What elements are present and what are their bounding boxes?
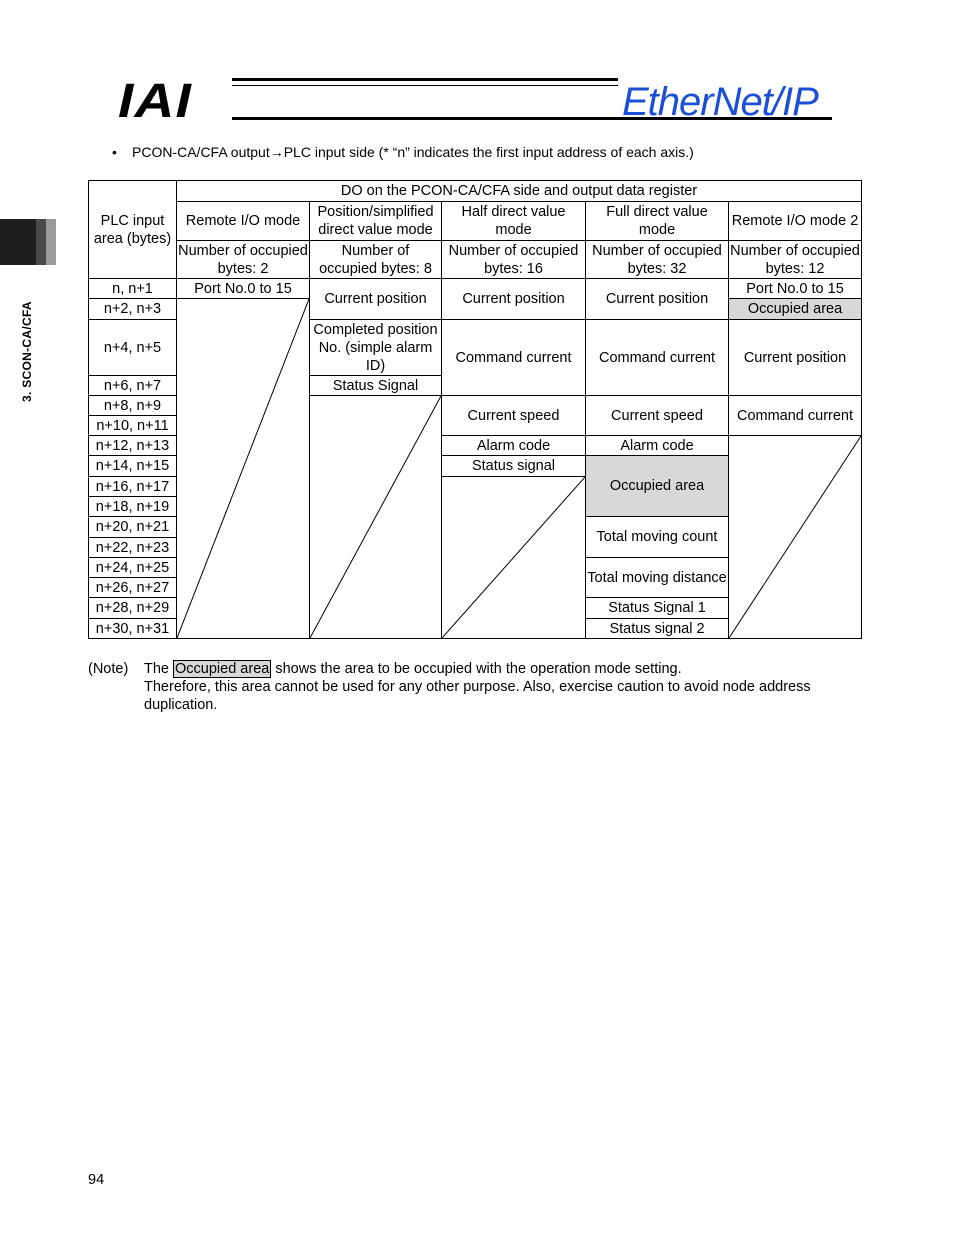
group-header: DO on the PCON-CA/CFA side and output data register xyxy=(177,181,862,202)
cell-half-unused xyxy=(442,477,586,639)
cell-full-current-speed: Current speed xyxy=(586,396,729,436)
ethernet-ip-logo: EtherNet/IP xyxy=(622,80,818,124)
mode-header: Full direct value mode xyxy=(586,202,729,241)
cell-full-alarm: Alarm code xyxy=(586,436,729,456)
mode-header: Remote I/O mode xyxy=(177,202,310,241)
row-address: n+12, n+13 xyxy=(89,436,177,456)
iai-logo: IAI xyxy=(118,75,192,128)
unused-diagonal xyxy=(177,299,309,638)
note xyxy=(88,660,868,720)
cell-half-status: Status signal xyxy=(442,456,586,477)
note-pre: The xyxy=(144,661,174,677)
row-address: n+16, n+17 xyxy=(89,477,177,497)
io-assignment-table xyxy=(88,180,862,639)
cell-rio2-occupied: Occupied area xyxy=(729,299,862,320)
cell-rio-port: Port No.0 to 15 xyxy=(177,279,310,299)
unused-diagonal xyxy=(310,396,441,638)
cell-pos-unused xyxy=(310,396,442,639)
cell-pos-status: Status Signal xyxy=(310,376,442,396)
mode-header: Half direct value mode xyxy=(442,202,586,241)
note-highlight: Occupied area xyxy=(175,661,270,677)
mode-header: Remote I/O mode 2 xyxy=(729,202,862,241)
cell-rio2-current-position: Current position xyxy=(729,320,862,396)
cell-pos-current-position: Current position xyxy=(310,279,442,320)
intro-text: PCON-CA/CFA output→PLC input side (* “n” indicates the first input address of each axis.) xyxy=(132,144,694,160)
row-address: n+6, n+7 xyxy=(89,376,177,396)
row-address: n+10, n+11 xyxy=(89,416,177,436)
cell-half-current-speed: Current speed xyxy=(442,396,586,436)
row-address: n+8, n+9 xyxy=(89,396,177,416)
unused-diagonal xyxy=(442,477,585,638)
cell-rio2-port: Port No.0 to 15 xyxy=(729,279,862,299)
cell-full-total-distance: Total moving distance xyxy=(586,558,729,598)
bytes-header: Number of occupied bytes: 8 xyxy=(310,241,442,279)
row-address: n+2, n+3 xyxy=(89,299,177,320)
row-address: n+20, n+21 xyxy=(89,517,177,538)
cell-rio2-unused xyxy=(729,436,862,639)
cell-half-command-current: Command current xyxy=(442,320,586,396)
bytes-header: Number of occupied bytes: 2 xyxy=(178,242,308,277)
row-address: n+26, n+27 xyxy=(89,578,177,598)
chapter-tab-light xyxy=(46,219,56,265)
chapter-tab-mid xyxy=(36,219,46,265)
note-post: shows the area to be occupied with the operation mode setting. xyxy=(271,661,682,677)
cell-rio2-command-current: Command current xyxy=(729,396,862,436)
cell-rio-unused xyxy=(177,299,310,639)
cell-full-total-count: Total moving count xyxy=(586,517,729,558)
unused-diagonal xyxy=(729,436,861,638)
page-number: 94 xyxy=(88,1172,105,1188)
row-address: n, n+1 xyxy=(89,279,177,299)
intro-bullet xyxy=(112,144,694,160)
cell-full-current-position: Current position xyxy=(586,279,729,320)
row-address: n+30, n+31 xyxy=(89,619,177,639)
mode-header: Position/simplified direct value mode xyxy=(310,202,442,241)
bullet-dot: • xyxy=(112,144,117,160)
bytes-header: Number of occupied bytes: 16 xyxy=(442,241,586,279)
cell-pos-completed: Completed position No. (simple alarm ID) xyxy=(310,320,442,376)
note-body xyxy=(144,660,864,714)
note-line-1 xyxy=(144,660,864,678)
chapter-label: 3. SCON-CA/CFA xyxy=(20,301,34,402)
row-address: n+28, n+29 xyxy=(89,598,177,619)
corner-header: PLC input area (bytes) xyxy=(89,181,177,279)
cell-full-status1: Status Signal 1 xyxy=(586,598,729,619)
cell-full-occupied: Occupied area xyxy=(586,456,729,517)
cell-half-alarm: Alarm code xyxy=(442,436,586,456)
row-address: n+4, n+5 xyxy=(89,320,177,376)
cell-full-command-current: Command current xyxy=(586,320,729,396)
note-line-2: Therefore, this area cannot be used for any other purpose. Also, exercise caution to avoid node address duplication. xyxy=(144,679,811,713)
row-address: n+18, n+19 xyxy=(89,497,177,517)
row-address: n+22, n+23 xyxy=(89,538,177,558)
note-label: (Note) xyxy=(88,661,129,677)
row-address: n+24, n+25 xyxy=(89,558,177,578)
chapter-tab-dark xyxy=(0,219,36,265)
header-rule-top xyxy=(232,78,618,81)
bytes-header: Number of occupied bytes: 32 xyxy=(586,241,729,279)
cell-full-status2: Status signal 2 xyxy=(586,619,729,639)
cell-half-current-position: Current position xyxy=(442,279,586,320)
row-address: n+14, n+15 xyxy=(89,456,177,477)
bytes-header: Number of occupied bytes: 12 xyxy=(730,242,860,277)
header-rule-mid xyxy=(232,85,618,86)
